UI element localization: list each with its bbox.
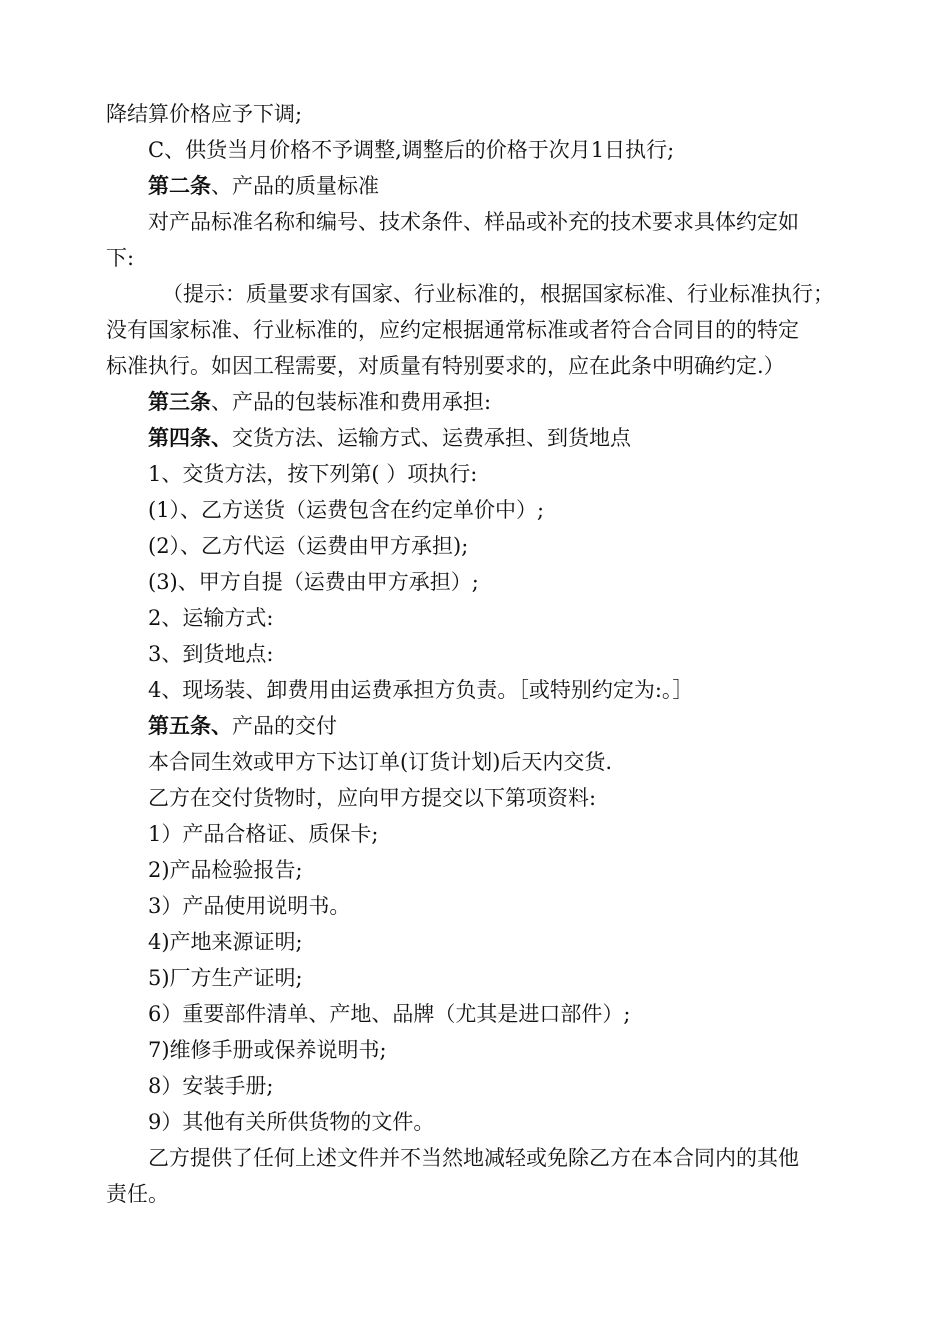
list-item: (2）、乙方代运（运费由甲方承担);: [148, 534, 469, 558]
paragraph-line: 乙方在交付货物时，应向甲方提交以下第项资料:: [148, 786, 597, 810]
list-item: (3)、甲方自提（运费由甲方承担）;: [148, 570, 479, 594]
list-item: 2)产品检验报告;: [148, 858, 303, 882]
article-number: 第四条、: [148, 425, 232, 450]
paragraph-line: 降结算价格应予下调;: [106, 102, 303, 126]
article-heading-4: 第四条、交货方法、运输方式、运费承担、到货地点: [148, 425, 631, 450]
list-item: 7)维修手册或保养说明书;: [148, 1038, 387, 1062]
list-item: 6）重要部件清单、产地、品牌（尤其是进口部件）;: [148, 1002, 631, 1026]
document-body: [106, 96, 866, 1212]
note-line: 标准执行。如因工程需要，对质量有特别要求的，应在此条中明确约定.）: [106, 354, 785, 378]
paragraph-line: C、供货当月价格不予调整,调整后的价格于次月1日执行;: [148, 138, 675, 162]
paragraph-line: 乙方提供了任何上述文件并不当然地减轻或免除乙方在本合同内的其他: [148, 1146, 799, 1170]
paragraph-line: 责任。: [106, 1182, 169, 1206]
list-item: 1）产品合格证、质保卡;: [148, 822, 379, 846]
list-item: 3）产品使用说明书。: [148, 894, 351, 918]
paragraph-line: 下:: [106, 246, 135, 270]
article-number: 第二条: [148, 173, 211, 198]
article-heading-3: 第三条、产品的包装标准和费用承担:: [148, 389, 492, 414]
list-item: 8）安装手册;: [148, 1074, 274, 1098]
list-item: (1）、乙方送货（运费包含在约定单价中）;: [148, 498, 545, 522]
article-number: 第五条、: [148, 713, 232, 738]
article-number: 第三条: [148, 389, 211, 414]
article-heading-5: 第五条、产品的交付: [148, 713, 337, 738]
list-item: 3、到货地点:: [148, 642, 274, 666]
list-item: 9）其他有关所供货物的文件。: [148, 1110, 435, 1134]
article-heading-2: 第二条、产品的质量标准: [148, 173, 379, 198]
note-line: （提示：质量要求有国家、行业标准的，根据国家标准、行业标准执行；: [162, 282, 834, 306]
list-item: 4)产地来源证明;: [148, 930, 303, 954]
list-item: 5)厂方生产证明;: [148, 966, 303, 990]
list-item: 1、交货方法，按下列第( ）项执行:: [148, 462, 478, 486]
paragraph-line: 对产品标准名称和编号、技术条件、样品或补充的技术要求具体约定如: [148, 210, 799, 234]
note-line: 没有国家标准、行业标准的，应约定根据通常标准或者符合合同目的的特定: [106, 318, 799, 342]
paragraph-line: 本合同生效或甲方下达订单(订货计划)后天内交货.: [148, 750, 613, 774]
list-item: 2、运输方式:: [148, 606, 274, 630]
list-item: 4、现场装、卸费用由运费承担方负责。［或特别约定为:。］: [148, 678, 694, 702]
